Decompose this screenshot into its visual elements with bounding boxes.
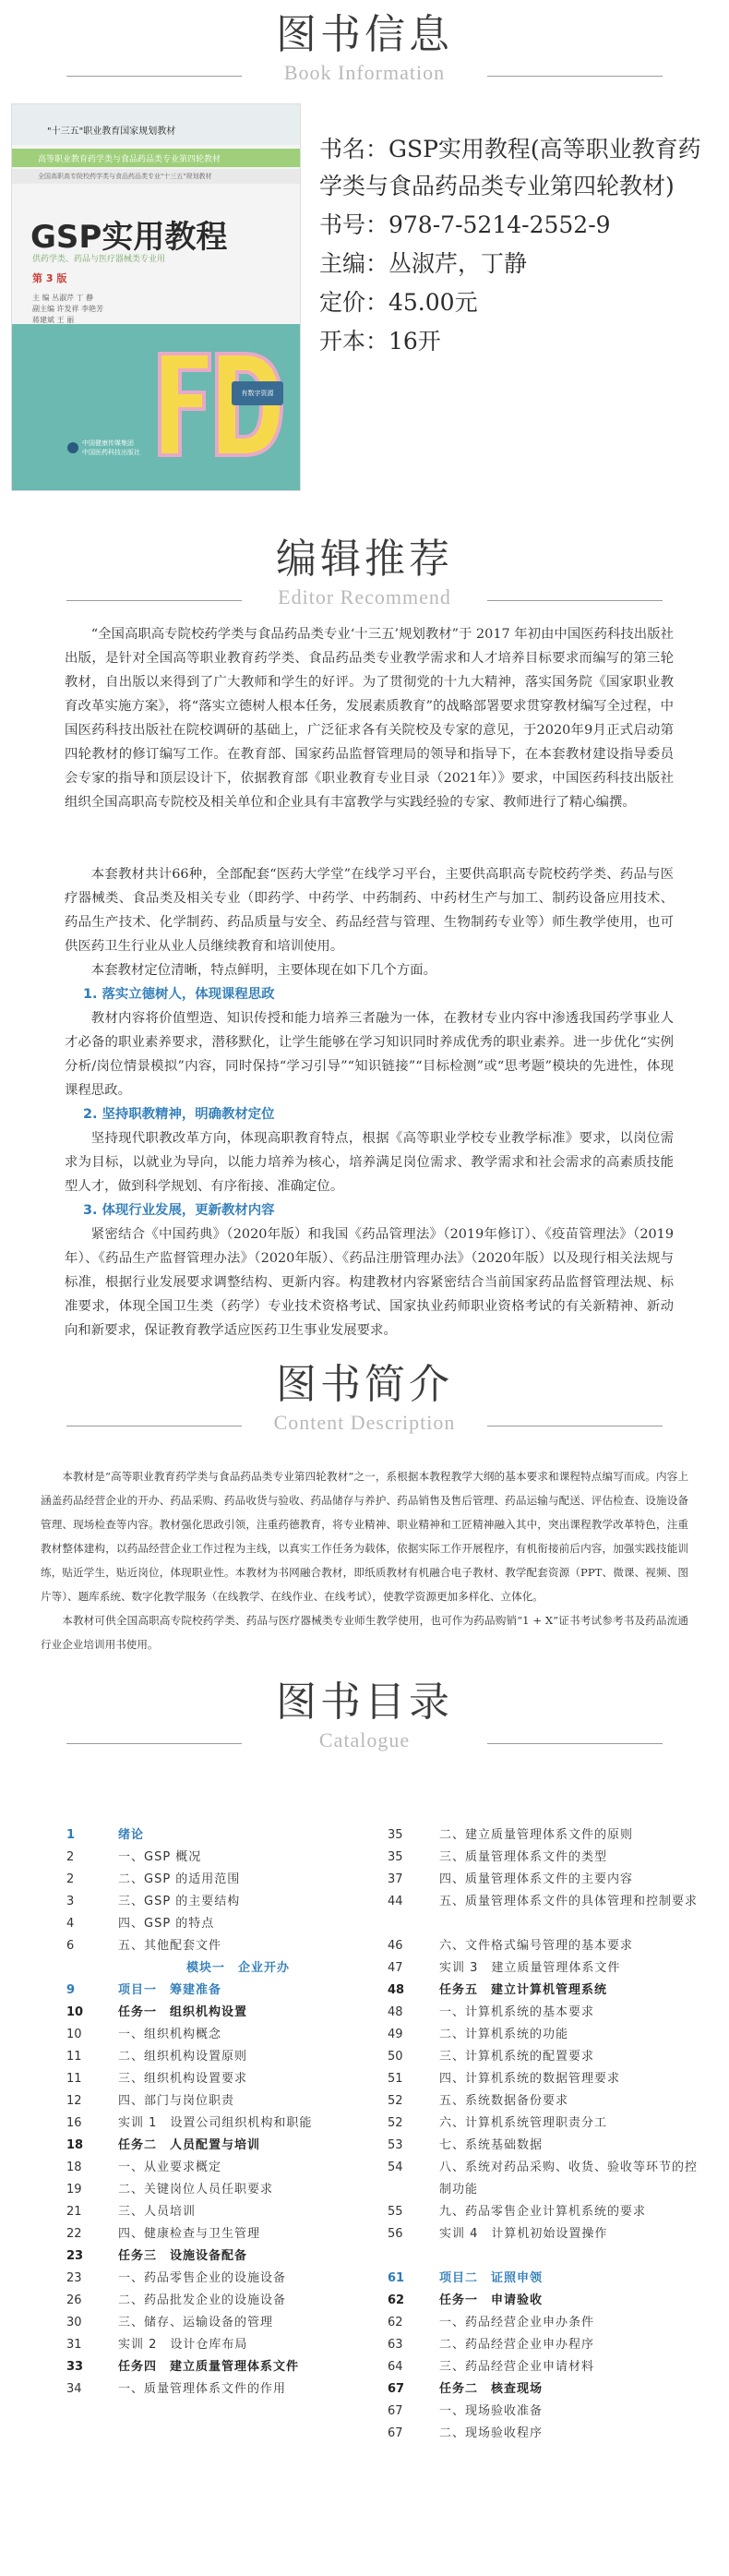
toc-item — [66, 2068, 371, 2090]
toc-entry-text: 九、药品零售企业计算机系统的要求 — [439, 2205, 647, 2219]
toc-page-number: 33 — [66, 2360, 84, 2374]
info-format: 开本：16开 — [319, 328, 441, 355]
section-header-recommend — [0, 534, 729, 609]
recommend-paragraph-2: 本套教材共计66种，全部配套“医药大学堂”在线学习平台，主要供高职高专院校药学类、药品与医疗器械类、食品类及相关专业（即药学、中药学、中药制药、中药材生产与加工、制药设备应用技术、药品生产技术、化学制药、药品质量与安全、药品经营与管理、生物制药专业等）师生教学使用，也可供医药卫生行业从业人员继续教育和培训使用。 — [65, 867, 674, 954]
divider-right — [487, 1743, 663, 1744]
toc-item — [66, 2157, 371, 2179]
toc-page-number: 46 — [388, 1939, 403, 1953]
cover-band-green — [12, 149, 300, 167]
toc-entry-text: 二、GSP 的适用范围 — [118, 1872, 241, 1886]
recommend-paragraph-1: “全国高职高专院校药学类与食品药品类专业‘十三五’规划教材”于 2017 年初由中国医药科技出版社出版，是针对全国高等职业教育药学类、食品药品类专业教学需求和人才培养目标要求而编写的第三轮教材，自出版以来得到了广大教师和学生的好评。为了贯彻党的十九大精神，落实国务院《国家职业教育改革实施方案》，将“落实立德树人根本任务，发展素质教育”的战略部署要求贯穿教材编写全过程，中国医药科技出版社在院校调研的基础上，广泛征求各有关院校及专家的意见，于2020年9月正式启动第四轮教材的修订编写工作。在教育部、国家药品监督管理局的领导和指导下，在本套教材建设指导委员会专家的指导和顶层设计下，依据教育部《职业教育专业目录（2021年）》要求，中国医药科技出版社组织全国高职高专院校及相关单位和企业具有丰富教学与实践经验的专家、教师进行了精心编撰。 — [65, 627, 674, 810]
toc-entry-text: 四、健康检查与卫生管理 — [118, 2227, 261, 2241]
toc-page-number: 56 — [388, 2227, 403, 2241]
cover-band-grey — [12, 169, 300, 184]
toc-page-number: 22 — [66, 2227, 82, 2241]
cover-digital-badge — [232, 381, 283, 405]
toc-item — [66, 1980, 371, 2002]
recommend-heading-1: 1. 落实立德树人，体现课程思政 — [83, 987, 275, 1002]
toc-page-number: 18 — [66, 2138, 84, 2152]
section-subtitle: Book Information — [283, 61, 446, 84]
section-title: 图书简介 — [276, 1361, 453, 1408]
toc-item — [66, 2024, 371, 2046]
cover-edition: 第 3 版 — [32, 272, 67, 284]
toc-entry-text: 任务二 人员配置与培训 — [118, 2138, 261, 2152]
toc-entry-text: 四、质量管理体系文件的主要内容 — [439, 1872, 634, 1886]
section-header-description — [0, 1359, 729, 1435]
toc-entry-text: 任务二 核查现场 — [439, 2382, 544, 2396]
cover-credit-line: 主 编 丛淑芹 丁 静 — [32, 294, 94, 302]
toc-item — [388, 2046, 692, 2068]
recommend-paragraph-6: 紧密结合《中国药典》（2020年版）和我国《药品管理法》（2019年修订）、《疫苗管理法》（2019年）、《药品生产监督管理办法》（2020年版）、《药品注册管理办法》（2020年版）以及现行相关法规与标准，根据行业发展要求调整结构、更新内容。构建教材内容紧密结合当前国家药品监督管理法规、标准要求，体现全国卫生类（药学）专业技术资格考试、国家执业药师职业资格考试的有关新精神、新动向和新要求，保证教育教学适应医药卫生事业发展要求。 — [65, 1227, 674, 1338]
section-subtitle: Catalogue — [318, 1728, 411, 1751]
toc-item — [388, 2135, 692, 2157]
toc-entry-text: 五、系统数据备份要求 — [439, 2094, 569, 2108]
toc-page-number: 61 — [388, 2271, 405, 2285]
toc-page-number: 23 — [66, 2271, 82, 2285]
toc-page-number: 23 — [66, 2249, 84, 2263]
toc-entry-text: 六、计算机系统管理职责分工 — [439, 2116, 608, 2130]
toc-entry-text: 五、质量管理体系文件的具体管理和控制要求 — [439, 1895, 699, 1908]
toc-entry-text: 三、计算机系统的配置要求 — [439, 2050, 595, 2064]
toc-entry-text: 任务五 建立计算机管理系统 — [439, 1983, 608, 1997]
badge-label: 有数字资源 — [241, 390, 274, 397]
toc-item — [388, 2290, 692, 2312]
toc-page-number: 63 — [388, 2338, 403, 2352]
toc-page-number: 11 — [66, 2050, 82, 2064]
toc-page-number: 52 — [388, 2116, 403, 2130]
toc-entry-text: 六、文件格式编号管理的基本要求 — [439, 1939, 634, 1953]
toc-page-number: 52 — [388, 2094, 403, 2108]
toc-item — [66, 1957, 371, 1980]
toc-item — [66, 2378, 371, 2401]
toc-entry-text: 一、组织机构概念 — [118, 2028, 222, 2041]
toc-item — [388, 2334, 692, 2356]
toc-entry-text: 二、药品经营企业申办程序 — [439, 2338, 595, 2352]
publisher-logo-icon — [67, 442, 78, 453]
toc-item — [388, 2378, 692, 2401]
toc-entry-text: 一、从业要求概定 — [118, 2161, 222, 2174]
toc-item — [388, 1824, 692, 1847]
toc-item — [388, 2157, 699, 2201]
toc-entry-text: 三、储存、运输设备的管理 — [118, 2316, 274, 2329]
toc-page-number: 62 — [388, 2293, 405, 2307]
info-isbn: 书号：978-7-5214-2552-9 — [319, 211, 611, 238]
toc-page-number: 3 — [66, 1895, 75, 1908]
toc-page-number: 31 — [66, 2338, 82, 2352]
toc-entry-text: 三、GSP 的主要结构 — [118, 1895, 241, 1908]
toc-page-number: 10 — [66, 2005, 84, 2019]
cover-band-text: 高等职业教育药学类与食品药品类专业第四轮教材 — [38, 155, 221, 164]
section-header-info — [0, 9, 729, 85]
toc-item — [66, 2356, 371, 2378]
toc-entry-text: 二、关键岗位人员任职要求 — [118, 2183, 274, 2197]
toc-entry-text: 项目一 筹建准备 — [118, 1983, 222, 1997]
toc-page-number: 10 — [66, 2028, 82, 2041]
toc-item — [66, 2046, 371, 2068]
toc-entry-text: 二、药品批发企业的设施设备 — [118, 2293, 287, 2307]
cover-credit-line: 蒋建斌 王 丽 — [32, 316, 75, 324]
toc-entry-text: 四、计算机系统的数据管理要求 — [439, 2072, 621, 2086]
toc-entry-text: 五、其他配套文件 — [118, 1939, 222, 1953]
toc-item — [66, 2334, 371, 2356]
toc-item — [66, 2113, 371, 2135]
toc-page-number: 44 — [388, 1895, 403, 1908]
toc-entry-text: 四、部门与岗位职责 — [118, 2094, 235, 2108]
toc-item — [66, 2245, 371, 2268]
toc-item — [388, 1891, 699, 1935]
toc-entry-text: 模块一 企业开办 — [186, 1961, 291, 1975]
toc-entry-text: 绪论 — [118, 1828, 145, 1842]
cover-publisher — [82, 439, 140, 457]
toc-entry-text: 任务一 组织机构设置 — [118, 2005, 248, 2019]
toc-entry-text: 任务三 设施设备配备 — [118, 2249, 248, 2263]
toc-page-number: 2 — [66, 1850, 75, 1864]
toc-item — [66, 1913, 371, 1935]
recommend-paragraph-4: 教材内容将价值塑造、知识传授和能力培养三者融为一体，在教材专业内容中渗透我国药学事业人才必备的职业素养要求，潜移默化，让学生能够在学习知识同时养成优秀的职业素养。进一步优化“实例分析/岗位情景模拟”内容，同时保持“学习引导”“知识链接”“目标检测”或“思考题”模块的先进性，体现课程思政。 — [65, 1011, 674, 1098]
section-subtitle: Content Description — [273, 1411, 456, 1434]
toc-item — [66, 2201, 371, 2223]
toc-entry-text: 任务一 申请验收 — [439, 2293, 544, 2307]
toc-entry-text: 四、GSP 的特点 — [118, 1917, 215, 1931]
toc-page-number: 26 — [66, 2293, 82, 2307]
toc-item — [388, 1957, 692, 1980]
toc-entry-text: 任务四 建立质量管理体系文件 — [118, 2360, 300, 2374]
toc-item — [388, 1869, 692, 1891]
toc-page-number: 67 — [388, 2426, 403, 2440]
toc-page-number: 67 — [388, 2382, 405, 2396]
toc-entry-text: 一、GSP 概况 — [118, 1850, 202, 1864]
toc-item — [388, 2201, 692, 2223]
toc-item — [388, 2090, 692, 2113]
toc-item — [66, 2135, 371, 2157]
toc-item — [388, 2223, 692, 2245]
toc-page-number: 53 — [388, 2138, 403, 2152]
toc-page-number: 64 — [388, 2360, 403, 2374]
cover-credits — [32, 293, 103, 326]
toc-item — [66, 2179, 371, 2201]
description-paragraph-2: 本教材可供全国高职高专院校药学类、药品与医疗器械类专业师生教学使用，也可作为药品购销“1 + X”证书考试参考书及药品流通行业企业培训用书使用。 — [41, 1614, 688, 1651]
toc-entry-text: 项目二 证照申领 — [439, 2271, 544, 2285]
toc-entry-text: 实训 2 设计仓库布局 — [118, 2338, 248, 2352]
toc-page-number: 4 — [66, 1917, 75, 1931]
divider-right — [487, 76, 663, 77]
toc-item — [388, 2268, 692, 2290]
toc-page-number: 1 — [66, 1828, 76, 1842]
toc-item — [66, 1935, 371, 1957]
divider-left — [66, 1743, 242, 1744]
description-paragraph-1: 本教材是“高等职业教育药学类与食品药品类专业第四轮教材”之一，系根据本教程教学大纲的基本要求和课程特点编写而成。内容上涵盖药品经营企业的开办、药品采购、药品收货与验收、药品储存与养护、药品销售及售后管理、药品运输与配送、评估检查、设施设备管理、现场检查等内容。教材强化思政引领，注重药德教育，将专业精神、职业精神和工匠精神融入其中，突出课程教学改革特色，注重教材整体建构，以药品经营企业工作过程为主线，以真实工作任务为载体，依据实际工作开展程序，有机衔接前后内容，加强实践技能训练，贴近学生，贴近岗位，体现职业性。本教材为书网融合教材，即纸质教材有机融合电子教材、教学配套资源（PPT、微课、视频、图片等）、题库系统、数字化教学服务（在线教学、在线作业、在线考试），使教学资源更加多样化、立体化。 — [41, 1470, 688, 1603]
toc-right-column — [388, 1824, 699, 2445]
toc-page-number: 48 — [388, 2005, 403, 2019]
toc-page-number: 35 — [388, 1850, 403, 1864]
info-title: 书名：GSP实用教程(高等职业教育药学类与食品药品类专业第四轮教材) — [319, 136, 701, 199]
section-title: 图书目录 — [276, 1679, 453, 1726]
toc-page-number: 11 — [66, 2072, 82, 2086]
cover-series: "十三五"职业教育国家规划教材 — [47, 126, 176, 137]
toc-entry-text: 三、组织机构设置要求 — [118, 2072, 248, 2086]
toc-entry-text: 八、系统对药品采购、收货、验收等环节的控制功能 — [439, 2161, 699, 2197]
book-cover — [11, 103, 301, 491]
toc-page-number: 51 — [388, 2072, 403, 2086]
toc-item — [388, 2312, 692, 2334]
toc-item — [388, 2401, 692, 2423]
toc-page-number: 30 — [66, 2316, 82, 2329]
toc-entry-text: 七、系统基础数据 — [439, 2138, 544, 2152]
toc-page-number: 19 — [66, 2183, 82, 2197]
toc-page-number: 18 — [66, 2161, 82, 2174]
toc-item — [388, 2356, 692, 2378]
toc-page-number: 9 — [66, 1983, 76, 1997]
recommend-paragraph-3: 本套教材定位清晰，特点鲜明，主要体现在如下几个方面。 — [90, 963, 436, 978]
toc-item — [66, 2223, 371, 2245]
cover-band-text-small: 全国高职高专院校药学类与食品药品类专业"十三五"规划教材 — [38, 173, 212, 180]
section-subtitle: Editor Recommend — [278, 585, 451, 608]
toc-item — [388, 2423, 692, 2445]
book-info-list — [319, 131, 707, 362]
toc-page-number: 48 — [388, 1983, 405, 1997]
cover-title: GSP实用教程 — [30, 219, 228, 256]
publisher-line: 中国健康传媒集团 — [82, 439, 134, 447]
toc-page-number: 35 — [388, 1828, 403, 1842]
toc-page-number: 37 — [388, 1872, 403, 1886]
toc-item — [388, 2068, 692, 2090]
toc-item — [66, 2290, 371, 2312]
toc-page-number: 55 — [388, 2205, 403, 2219]
info-price: 定价：45.00元 — [319, 289, 478, 316]
toc-page-number: 34 — [66, 2382, 82, 2396]
toc-item — [388, 1935, 692, 1957]
toc-item — [66, 2002, 371, 2024]
recommend-heading-3: 3. 体现行业发展，更新教材内容 — [83, 1203, 275, 1218]
toc-page-number: 2 — [66, 1872, 75, 1886]
toc-page-number: 16 — [66, 2116, 82, 2130]
toc-page-number: 67 — [388, 2404, 403, 2418]
toc-item — [388, 2245, 692, 2268]
info-editor: 主编：丛淑芹，丁静 — [319, 250, 528, 277]
toc-entry-text: 一、质量管理体系文件的作用 — [118, 2382, 287, 2396]
toc-entry-text: 三、人员培训 — [118, 2205, 197, 2219]
toc-entry-text: 一、计算机系统的基本要求 — [439, 2005, 595, 2019]
toc-item — [388, 2024, 692, 2046]
toc-item — [388, 2002, 692, 2024]
toc-entry-text: 二、现场验收程序 — [439, 2426, 544, 2440]
recommend-paragraph-5: 坚持现代职教改革方向，体现高职教育特点，根据《高等职业学校专业教学标准》要求，以岗位需求为目标，以就业为导向，以能力培养为核心，培养满足岗位需求、教学需求和社会需求的高素质技能型人才，做到科学规划、有序衔接、准确定位。 — [65, 1131, 674, 1194]
toc-page-number: 21 — [66, 2205, 82, 2219]
toc-item — [66, 2268, 371, 2290]
toc-entry-text: 二、组织机构设置原则 — [118, 2050, 248, 2064]
toc-item — [66, 1869, 371, 1891]
divider-right — [487, 600, 663, 601]
toc-entry-text: 三、药品经营企业申请材料 — [439, 2360, 595, 2374]
toc-entry-text: 二、计算机系统的功能 — [439, 2028, 569, 2041]
toc-entry-text: 二、建立质量管理体系文件的原则 — [439, 1828, 634, 1842]
toc-entry-text: 实训 1 设置公司组织机构和职能 — [118, 2116, 313, 2130]
toc-page-number: 49 — [388, 2028, 403, 2041]
toc-entry-text: 实训 3 建立质量管理体系文件 — [439, 1961, 621, 1975]
toc-item — [66, 1824, 371, 1847]
toc-page-number: 6 — [66, 1939, 75, 1953]
toc-page-number: 62 — [388, 2316, 403, 2329]
toc-entry-text: 一、药品经营企业申办条件 — [439, 2316, 595, 2329]
toc-entry-text: 一、现场验收准备 — [439, 2404, 544, 2418]
toc-item — [388, 1847, 692, 1869]
toc-page-number: 54 — [388, 2161, 403, 2174]
divider-left — [66, 76, 242, 77]
toc-page-number: 47 — [388, 1961, 403, 1975]
divider-left — [66, 600, 242, 601]
toc-page-number: 50 — [388, 2050, 403, 2064]
cover-credit-line: 副主编 许发祥 李艳芳 — [32, 305, 104, 313]
toc-item — [66, 1891, 371, 1913]
cover-subtitle: 供药学类、药品与医疗器械类专业用 — [32, 255, 166, 264]
publisher-line: 中国医药科技出版社 — [82, 449, 140, 456]
toc-item — [66, 2312, 371, 2334]
toc-left-column — [66, 1824, 371, 2401]
toc-item — [388, 1980, 692, 2002]
toc-page-number: 12 — [66, 2094, 82, 2108]
toc-entry-text: 一、药品零售企业的设施设备 — [118, 2271, 287, 2285]
toc-item — [66, 2090, 371, 2113]
toc-item — [388, 2113, 692, 2135]
section-title: 编辑推荐 — [276, 536, 453, 583]
section-header-catalogue — [0, 1677, 729, 1752]
recommend-heading-2: 2. 坚持职教精神，明确教材定位 — [83, 1107, 275, 1122]
toc-entry-text: 三、质量管理体系文件的类型 — [439, 1850, 608, 1864]
toc-item — [66, 1847, 371, 1869]
toc-entry-text: 实训 4 计算机初始设置操作 — [439, 2227, 608, 2241]
section-title: 图书信息 — [276, 11, 453, 58]
